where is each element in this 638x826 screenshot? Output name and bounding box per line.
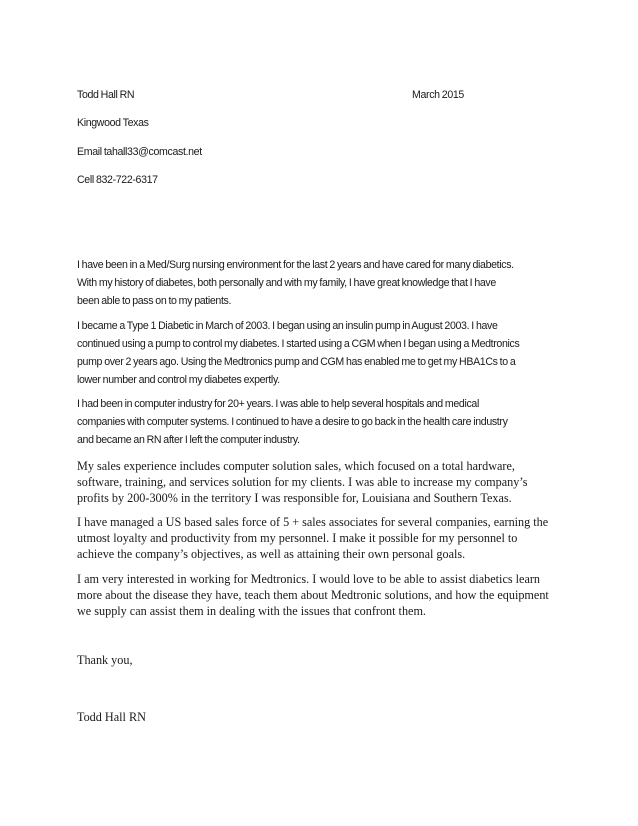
paragraph-line: pump over 2 years ago. Using the Medtronics pump and CGM has enabled me to get my HBA1Cs to a — [77, 356, 516, 368]
closing-text: Thank you, — [77, 653, 133, 667]
paragraph-line: software, training, and services solution for my clients. I was able to increase my company’s — [77, 475, 528, 489]
paragraph-line: been able to pass on to my patients. — [77, 295, 232, 307]
paragraph-line: more about the disease they have, teach them about Medtronic solutions, and how the equipment — [77, 588, 549, 602]
letter-date: March 2015 — [412, 89, 464, 101]
sender-cell: Cell 832-722-6317 — [77, 174, 158, 186]
paragraph-line: I became a Type 1 Diabetic in March of 2003. I began using an insulin pump in August 2003. I have — [77, 320, 498, 332]
paragraph-line: lower number and control my diabetes expertly. — [77, 374, 280, 386]
paragraph-line: My sales experience includes computer solution sales, which focused on a total hardware, — [77, 459, 515, 473]
sender-email: Email tahall33@comcast.net — [77, 146, 202, 158]
paragraph-line: I am very interested in working for Medtronics. I would love to be able to assist diabetics learn — [77, 572, 541, 586]
paragraph-line: achieve the company’s objectives, as well as attaining their own personal goals. — [77, 547, 466, 561]
paragraph-line: we supply can assist them in dealing with the issues that confront them. — [77, 604, 426, 618]
paragraph-line: With my history of diabetes, both personally and with my family, I have great knowledge that I have — [77, 277, 496, 289]
paragraph-line: and became an RN after I left the computer industry. — [77, 434, 300, 446]
paragraph-line: companies with computer systems. I continued to have a desire to go back in the health care industry — [77, 416, 508, 428]
sender-name: Todd Hall RN — [77, 89, 135, 101]
paragraph-line: profits by 200-300% in the territory I was responsible for, Louisiana and Southern Texas. — [77, 491, 512, 505]
paragraph-line: I had been in computer industry for 20+ years. I was able to help several hospitals and medical — [77, 398, 479, 410]
signature-name: Todd Hall RN — [77, 710, 146, 724]
paragraph-line: continued using a pump to control my diabetes. I started using a CGM when I began using a Medtronics — [77, 338, 520, 350]
paragraph-line: I have been in a Med/Surg nursing environment for the last 2 years and have cared for many diabetics. — [77, 259, 514, 271]
sender-city: Kingwood Texas — [77, 117, 149, 129]
paragraph-line: I have managed a US based sales force of 5 + sales associates for several companies, earning the — [77, 515, 549, 529]
paragraph-line: utmost loyalty and productivity from my personnel. I make it possible for my personnel to — [77, 531, 518, 545]
